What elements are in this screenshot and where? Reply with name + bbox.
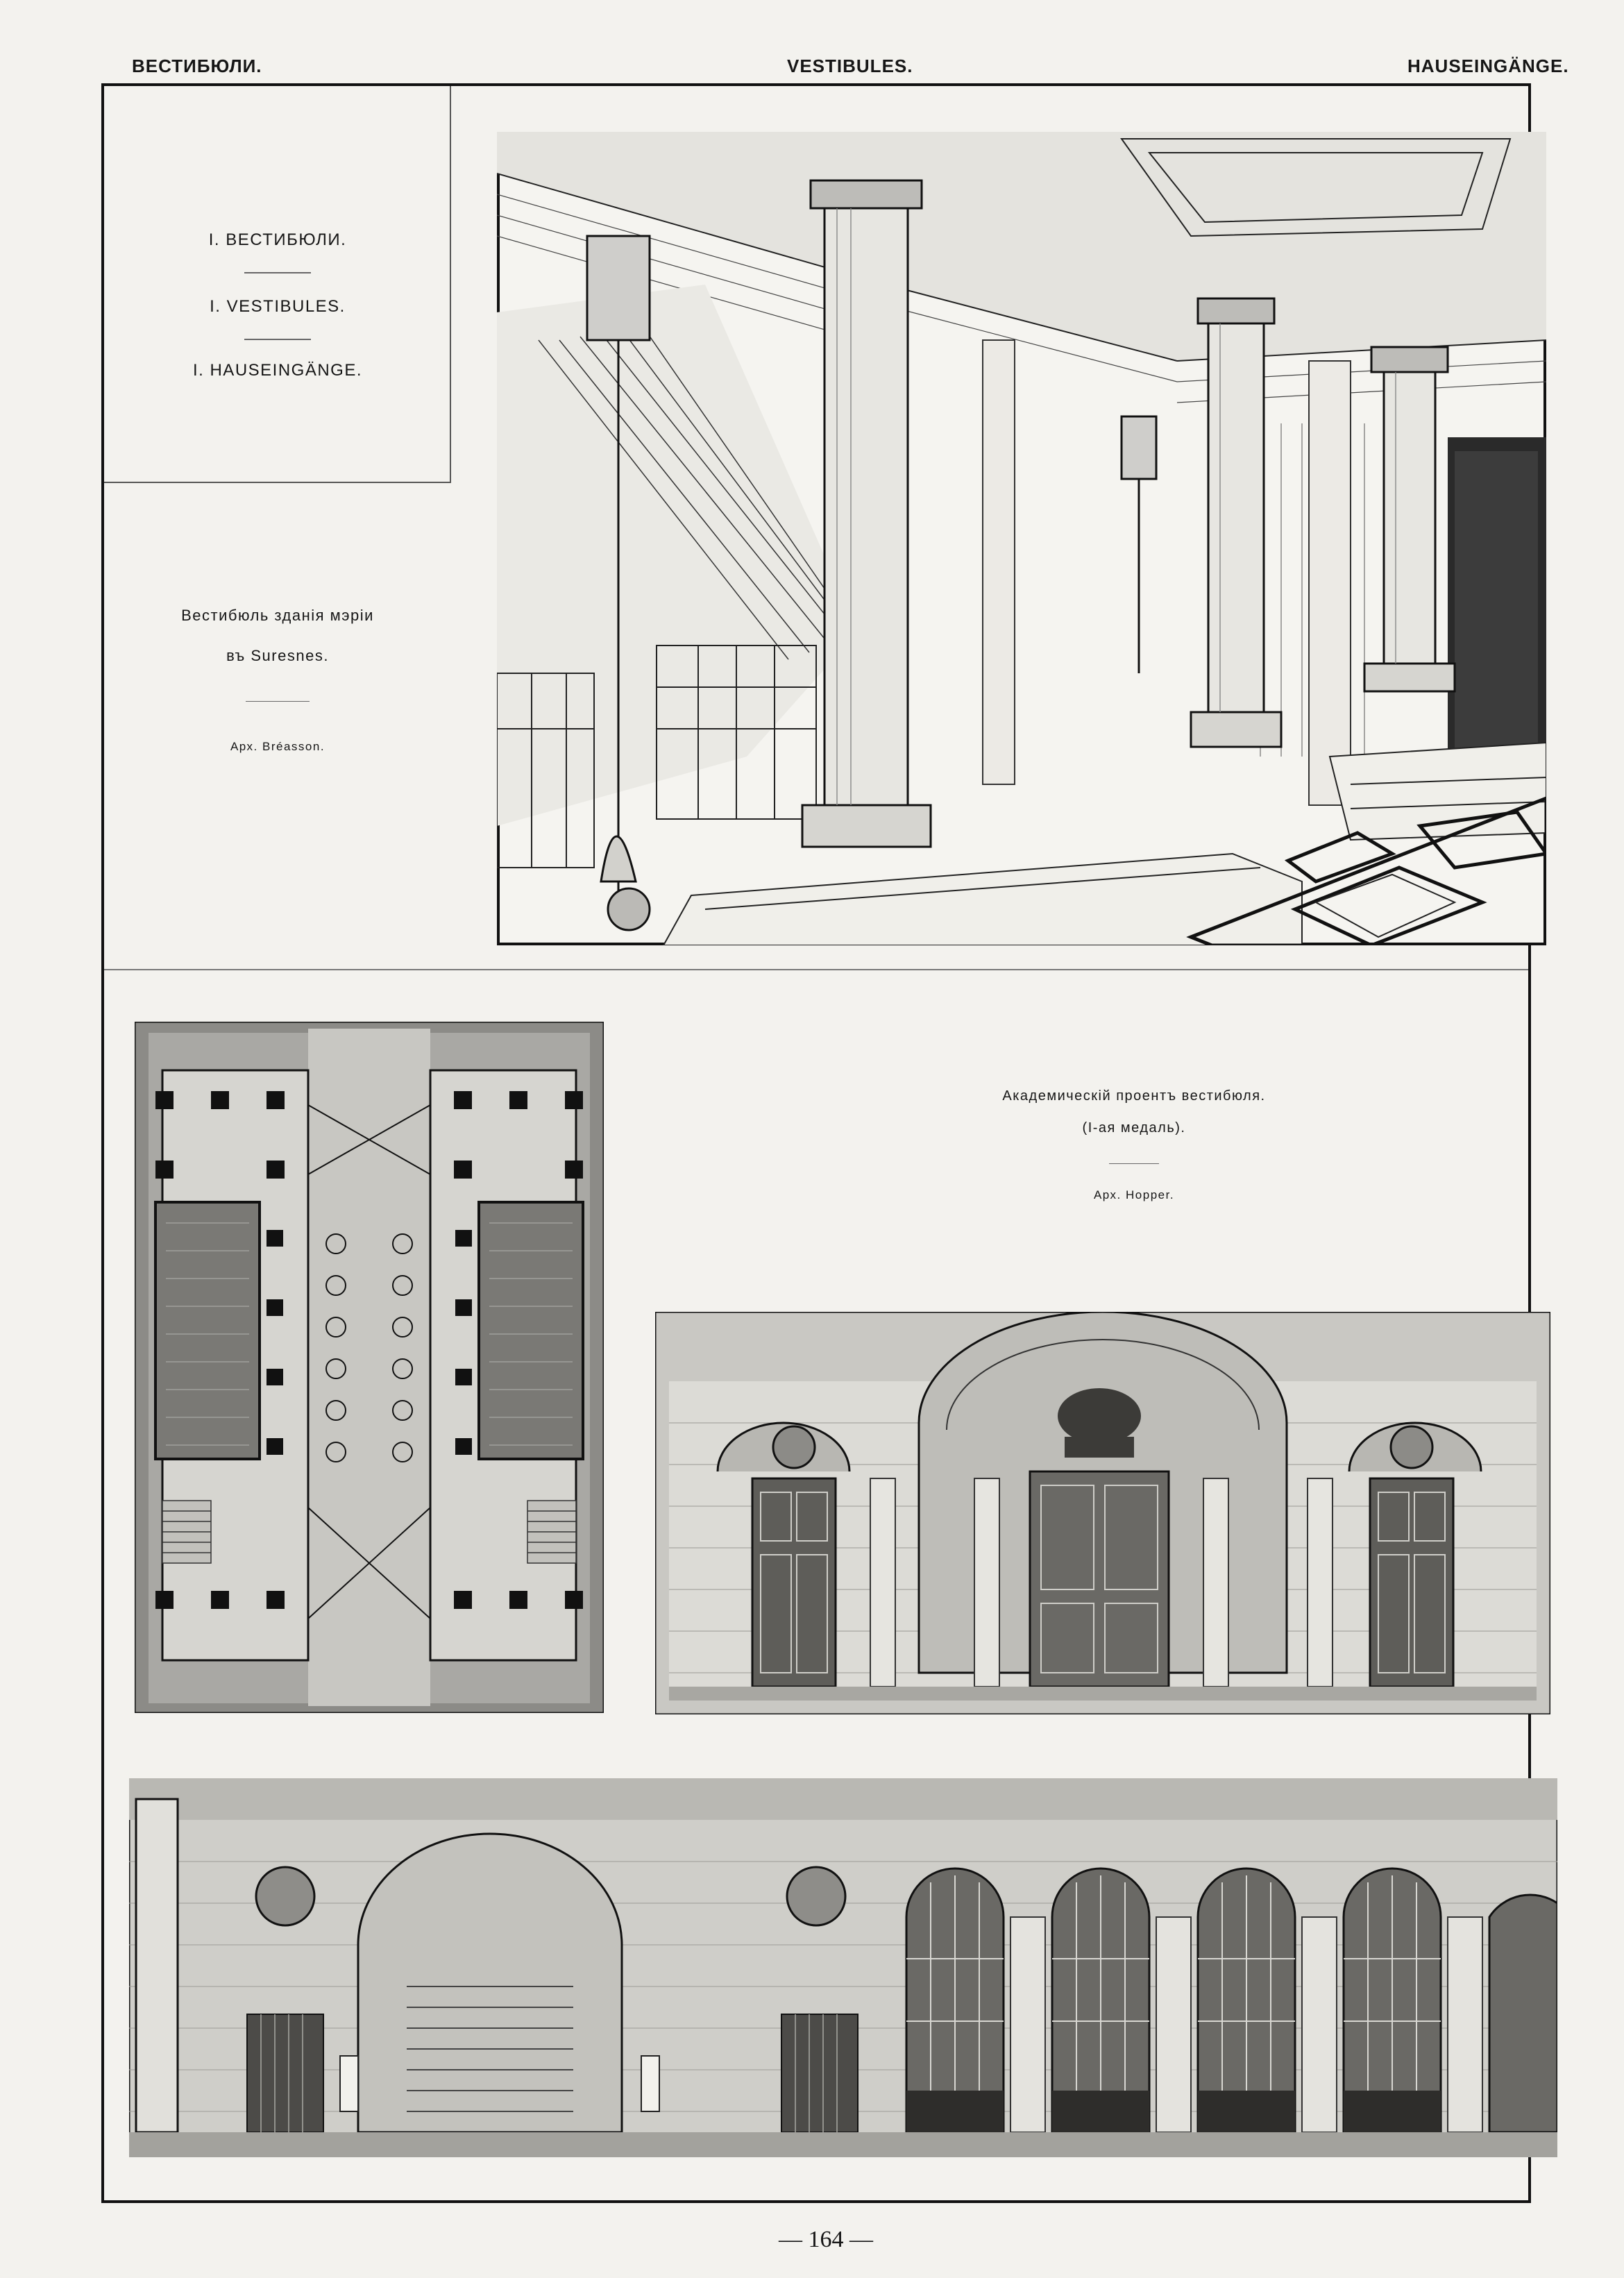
vestibule-perspective-illustration (497, 132, 1546, 945)
caption-mid-line2: (I-ая медаль). (1082, 1120, 1186, 1136)
caption-top-line1: Вестибюль зданія мэріи (181, 607, 374, 624)
caption-top-architect: Арх. Bréasson. (230, 740, 325, 753)
section-divider (104, 969, 1528, 970)
section-title-fr: I. VESTIBULES. (210, 297, 346, 316)
title-rule (244, 339, 311, 340)
title-box (104, 86, 451, 483)
caption-top-line2: въ Suresnes. (226, 647, 329, 664)
section-title-ru: I. ВЕСТИБЮЛИ. (208, 230, 347, 249)
caption-rule (1109, 1163, 1159, 1164)
floor-plan-illustration (135, 1022, 604, 1713)
caption-mid-line1: Академическій проентъ вестибюля. (1002, 1088, 1266, 1104)
page-number: — 164 — (779, 2227, 873, 2252)
elevation-long-illustration (129, 1778, 1557, 2157)
caption-mid-architect: Арх. Hopper. (1093, 1188, 1175, 1201)
title-rule (244, 272, 311, 273)
header-center: VESTIBULES. (787, 56, 913, 76)
elevation-small-illustration (655, 1312, 1550, 1714)
section-title-de: I. HAUSEINGÄNGE. (192, 361, 363, 380)
header-left: ВЕСТИБЮЛИ. (132, 56, 262, 76)
header-right: HAUSEINGÄNGE. (1407, 56, 1569, 76)
caption-rule (246, 701, 310, 702)
